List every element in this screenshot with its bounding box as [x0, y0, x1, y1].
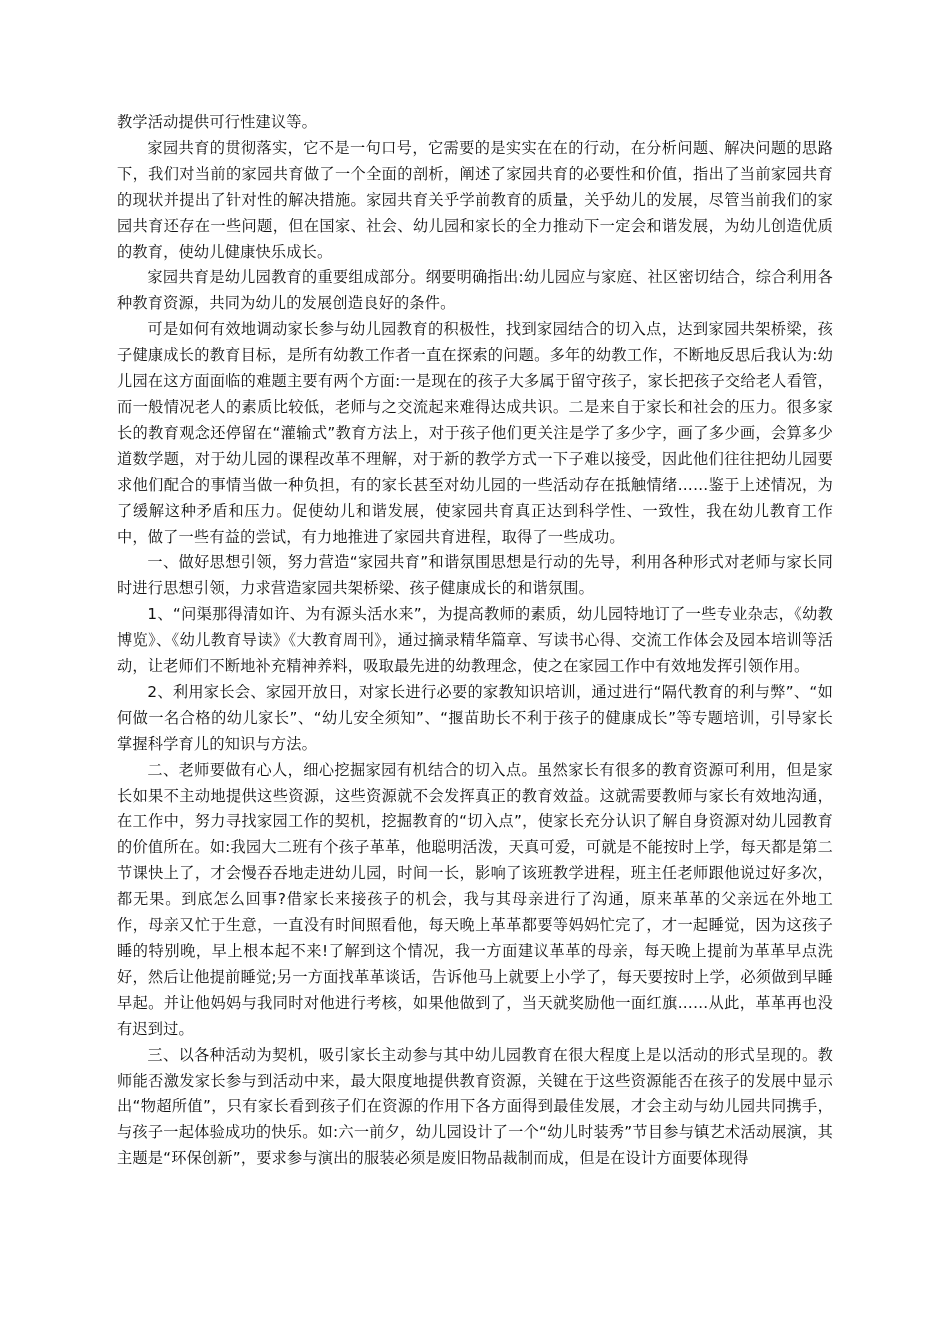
paragraph-8: 二、老师要做有心人，细心挖掘家园有机结合的切入点。虽然家长有很多的教育资源可利用，但是家长如果不主动地提供这些资源，这些资源就不会发挥真正的教育效益。这就需要教师与家长有效地沟通，在工作中，努力寻找家园工作的契机，挖掘教育的“切入点”，使家长充分认识了解自身资源对幼儿园教育的价值所在。如:我园大二班有个孩子革革，他聪明活泼，天真可爱，可就是不能按时上学，每天都是第二节课快上了，才会慢吞吞地走进幼儿园，时间一长，影响了该班教学进程，班主任老师跟他说过好多次，都无果。到底怎么回事?借家长来接孩子的机会，我与其母亲进行了沟通，原来革革的父亲远在外地工作，母亲又忙于生意，一直没有时间照看他，每天晚上革革都要等妈妈忙完了，才一起睡觉，因为这孩子睡的特别晚，早上根本起不来!了解到这个情况，我一方面建议革革的母亲，每天晚上提前为革革早点洗好，然后让他提前睡觉;另一方面找革革谈话，告诉他马上就要上小学了，每天要按时上学，必须做到早睡早起。并让他妈妈与我同时对他进行考核，如果他做到了，当天就奖励他一面红旗……从此，革革再也没有迟到过。 — [117, 760, 833, 1038]
document-body — [117, 110, 833, 1172]
paragraph-4: 可是如何有效地调动家长参与幼儿园教育的积极性，找到家园结合的切入点，达到家园共架桥梁，孩子健康成长的教育目标，是所有幼教工作者一直在探索的问题。多年的幼教工作，不断地反思后我认为:幼儿园在这方面面临的难题主要有两个方面:一是现在的孩子大多属于留守孩子，家长把孩子交给老人看管，而一般情况老人的素质比较低，老师与之交流起来难得达成共识。二是来自于家长和社会的压力。很多家长的教育观念还停留在“灌输式”教育方法上，对于孩子他们更关注是学了多少字，画了多少画，会算多少道数学题，对于幼儿园的课程改革不理解，对于新的教学方式一下子难以接受，因此他们往往把幼儿园要求他们配合的事情当做一种负担，有的家长甚至对幼儿园的一些活动存在抵触情绪……鉴于上述情况，为了缓解这种矛盾和压力。促使幼儿和谐发展，使家园共育真正达到科学性、一致性，我在幼儿教育工作中，做了一些有益的尝试，有力地推进了家园共育进程，取得了一些成功。 — [117, 320, 833, 546]
paragraph-3: 家园共育是幼儿园教育的重要组成部分。纲要明确指出:幼儿园应与家庭、社区密切结合，综合利用各种教育资源，共同为幼儿的发展创造良好的条件。 — [117, 268, 833, 313]
paragraph-5: 一、做好思想引领，努力营造“家园共育”和谐氛围思想是行动的先导，利用各种形式对老师与家长同时进行思想引领，力求营造家园共架桥梁、孩子健康成长的和谐氛围。 — [117, 553, 833, 598]
paragraph-6: 1、“问渠那得清如许、为有源头活水来”，为提高教师的素质，幼儿园特地订了一些专业杂志，《幼教博览》、《幼儿教育导读》《大教育周刊》，通过摘录精华篇章、写读书心得、交流工作体会及园本培训等活动，让老师们不断地补充精神养料，吸取最先进的幼教理念，使之在家园工作中有效地发挥引领作用。 — [117, 605, 833, 676]
paragraph-9: 三、以各种活动为契机，吸引家长主动参与其中幼儿园教育在很大程度上是以活动的形式呈现的。教师能否激发家长参与到活动中来，最大限度地提供教育资源，关键在于这些资源能否在孩子的发展中显示出“物超所值”，只有家长看到孩子们在资源的作用下各方面得到最佳发展，才会主动与幼儿园共同携手，与孩子一起体验成功的快乐。如:六一前夕，幼儿园设计了一个“幼儿时装秀”节目参与镇艺术活动展演，其主题是“环保创新”，要求参与演出的服装必须是废旧物品裁制而成，但是在设计方面要体现得 — [117, 1045, 833, 1168]
paragraph-1: 教学活动提供可行性建议等。 — [117, 113, 318, 131]
paragraph-7: 2、利用家长会、家园开放日，对家长进行必要的家教知识培训，通过进行“隔代教育的利与弊”、“如何做一名合格的幼儿家长”、“幼儿安全须知”、“揠苗助长不利于孩子的健康成长”等专题培训，引导家长掌握科学育儿的知识与方法。 — [117, 682, 833, 753]
paragraph-2: 家园共育的贯彻落实，它不是一句口号，它需要的是实实在在的行动，在分析问题、解决问题的思路下，我们对当前的家园共育做了一个全面的剖析，阐述了家园共育的必要性和价值，指出了当前家园共育的现状并提出了针对性的解决措施。家园共育关乎学前教育的质量，关乎幼儿的发展，尽管当前我们的家园共育还存在一些问题，但在国家、社会、幼儿园和家长的全力推动下一定会和谐发展，为幼儿创造优质的教育，使幼儿健康快乐成长。 — [117, 138, 833, 261]
